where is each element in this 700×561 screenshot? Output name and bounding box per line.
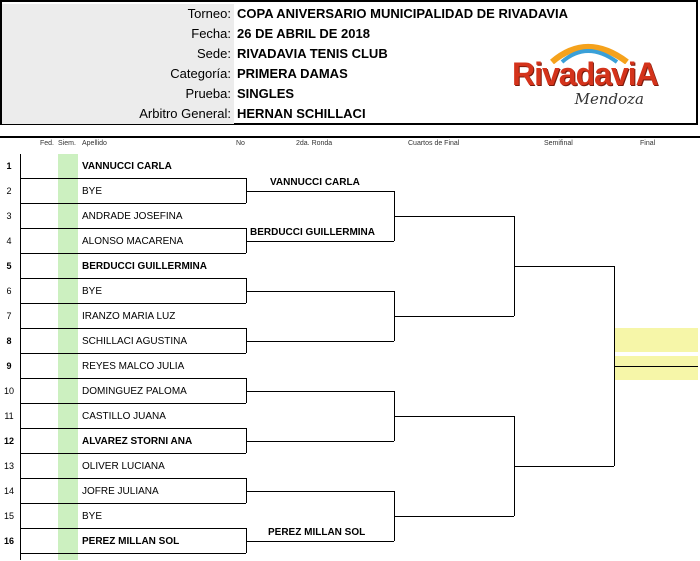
player-name: SCHILLACI AGUSTINA — [82, 336, 188, 347]
row-line — [20, 328, 246, 329]
round2-winner: PEREZ MILLAN SOL — [268, 527, 366, 538]
draw-position-number: 11 — [4, 411, 14, 421]
torneo-value: COPA ANIVERSARIO MUNICIPALIDAD DE RIVADAVIA — [237, 6, 569, 21]
final-slot-top — [614, 328, 698, 352]
draw-position-number: 6 — [6, 286, 12, 296]
sf-line — [514, 466, 614, 467]
categoria-value: PRIMERA DAMAS — [237, 66, 348, 81]
player-name: BYE — [82, 286, 103, 297]
draw-position-number: 5 — [6, 261, 12, 271]
header-row-arbitro — [2, 104, 522, 124]
row-line — [20, 403, 246, 404]
header-row-fecha — [2, 24, 522, 44]
row-line — [20, 528, 246, 529]
col-no: No — [236, 140, 245, 147]
draw-position-number: 10 — [3, 386, 14, 396]
draw-position-number: 14 — [3, 486, 14, 496]
draw-position-number: 2 — [6, 186, 12, 196]
row-line — [20, 553, 246, 554]
row-line — [20, 228, 246, 229]
round2-line — [246, 241, 394, 242]
draw-position-number: 3 — [6, 211, 12, 221]
row-line — [20, 178, 246, 179]
draw-position-number: 8 — [6, 336, 12, 346]
round2-line — [246, 541, 394, 542]
row-line — [20, 253, 246, 254]
row-line — [20, 503, 246, 504]
round2-line — [246, 441, 394, 442]
header-row-sede — [2, 44, 522, 64]
draw-position-number: 12 — [3, 436, 14, 446]
final-slot-bottom — [614, 356, 698, 380]
col-semifinal: Semifinal — [544, 140, 573, 147]
sede-label: Sede: — [2, 44, 234, 64]
tournament-header — [0, 0, 698, 125]
round2-line — [246, 341, 394, 342]
sf-line — [514, 266, 614, 267]
sede-value: RIVADAVIA TENIS CLUB — [237, 46, 388, 61]
torneo-label: Torneo: — [2, 4, 234, 24]
player-name: DOMINGUEZ PALOMA — [82, 386, 187, 397]
player-name: OLIVER LUCIANA — [82, 461, 165, 472]
col-cuartos: Cuartos de Final — [408, 140, 460, 147]
player-name: ANDRADE JOSEFINA — [82, 211, 183, 222]
player-name: ALVAREZ STORNI ANA — [82, 436, 193, 447]
player-name: BERDUCCI GUILLERMINA — [82, 261, 207, 272]
draw-position-number: 7 — [6, 311, 12, 321]
qf-line — [394, 316, 514, 317]
rivadavia-logo — [512, 34, 658, 114]
header-row-prueba — [2, 84, 522, 104]
draw-position-number: 16 — [3, 536, 14, 546]
draw-position-number: 13 — [3, 461, 14, 471]
draw-position-number: 1 — [6, 161, 12, 171]
player-name: PEREZ MILLAN SOL — [82, 536, 180, 547]
round2-line — [246, 491, 394, 492]
round2-winner: BERDUCCI GUILLERMINA — [250, 227, 375, 238]
number-column-divider — [20, 154, 21, 560]
prueba-label: Prueba: — [2, 84, 234, 104]
row-line — [20, 353, 246, 354]
col-fed: Fed. — [40, 140, 55, 147]
row-line — [20, 453, 246, 454]
round2-line — [246, 291, 394, 292]
seed-column-highlight — [58, 154, 78, 560]
arbitro-label: Arbitro General: — [2, 104, 234, 124]
player-name: BYE — [82, 186, 103, 197]
col-final: Final — [640, 140, 656, 147]
header-row-categoria — [2, 64, 522, 84]
round2-line — [246, 191, 394, 192]
player-name: BYE — [82, 511, 103, 522]
logo-word: RivadaviA — [512, 56, 658, 92]
player-name: VANNUCCI CARLA — [82, 161, 172, 172]
row-line — [20, 203, 246, 204]
logo-subtitle: Mendoza — [574, 90, 644, 108]
player-name: ALONSO MACARENA — [82, 236, 184, 247]
row-line — [20, 378, 246, 379]
round2-line — [246, 391, 394, 392]
qf-line — [394, 216, 514, 217]
categoria-label: Categoría: — [2, 64, 234, 84]
fecha-value: 26 DE ABRIL DE 2018 — [237, 26, 370, 41]
draw-position-number: 4 — [6, 236, 12, 246]
player-name: CASTILLO JUANA — [82, 411, 166, 422]
row-line — [20, 278, 246, 279]
header-row-torneo — [2, 4, 569, 24]
prueba-value: SINGLES — [237, 86, 295, 101]
col-apellido: Apellido — [82, 140, 107, 147]
row-line — [20, 428, 246, 429]
qf-line — [394, 516, 514, 517]
draw-bracket — [0, 136, 700, 561]
row-line — [20, 478, 246, 479]
fecha-label: Fecha: — [2, 24, 234, 44]
player-name: IRANZO MARIA LUZ — [82, 311, 176, 322]
player-name: JOFRE JULIANA — [82, 486, 159, 497]
qf-line — [394, 416, 514, 417]
round2-winner: VANNUCCI CARLA — [270, 177, 360, 188]
player-name: REYES MALCO JULIA — [82, 361, 185, 372]
col-2da-ronda: 2da. Ronda — [296, 140, 333, 147]
draw-position-number: 15 — [3, 511, 14, 521]
draw-position-number: 9 — [6, 361, 12, 371]
col-siem: Siem. — [58, 140, 76, 147]
final-line — [614, 366, 698, 367]
row-line — [20, 303, 246, 304]
arbitro-value: HERNAN SCHILLACI — [237, 106, 366, 121]
